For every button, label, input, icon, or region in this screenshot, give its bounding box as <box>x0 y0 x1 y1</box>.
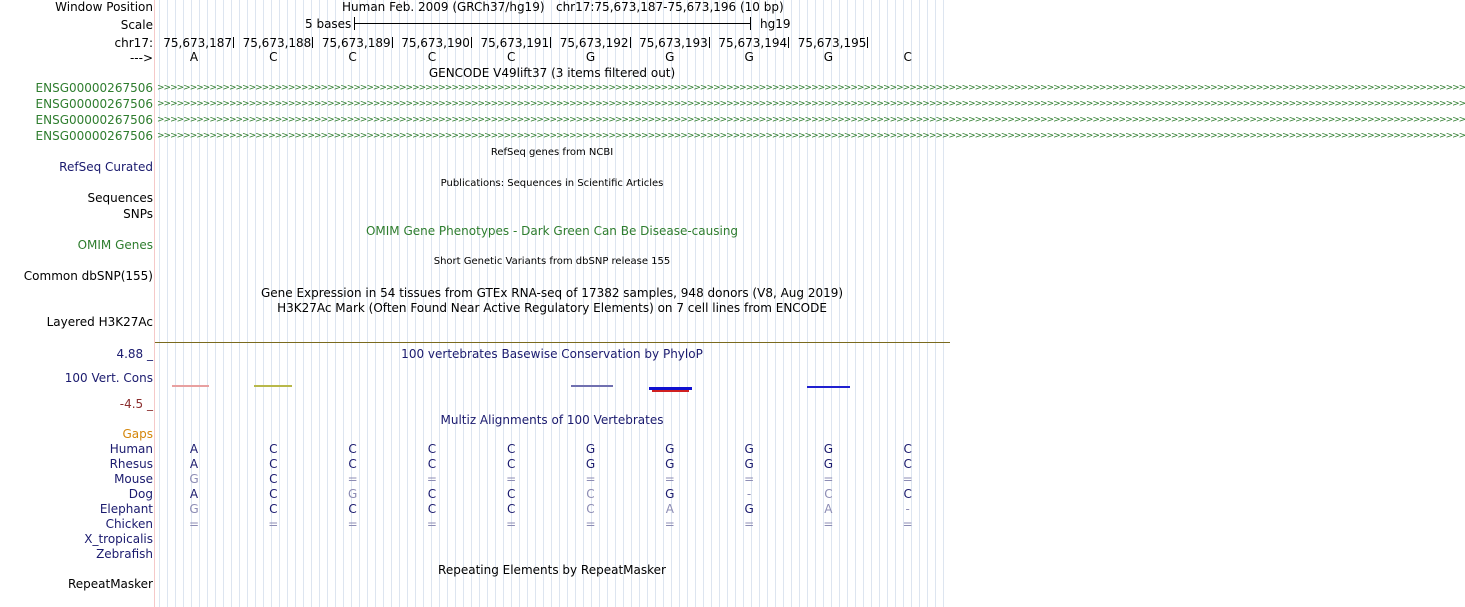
refseq-track-title: RefSeq genes from NCBI <box>490 147 614 158</box>
alignment-base-mouse: = <box>426 472 437 486</box>
alignment-base-chicken: = <box>506 517 517 531</box>
label-sequences[interactable]: Sequences <box>87 191 153 205</box>
coordinate-label: 75,673,190 <box>401 36 470 50</box>
alignment-base-human: C <box>348 442 357 456</box>
alignment-base-mouse: = <box>902 472 913 486</box>
alignment-base-human: G <box>665 442 675 456</box>
alignment-base-human: C <box>903 442 912 456</box>
alignment-base-dog: C <box>903 487 912 501</box>
label-species-mouse[interactable]: Mouse <box>114 472 153 486</box>
alignment-base-elephant: C <box>506 502 516 516</box>
alignment-base-mouse: = <box>664 472 675 486</box>
alignment-base-mouse: = <box>585 472 596 486</box>
cons-bar-3 <box>571 385 613 387</box>
alignment-base-chicken: = <box>823 517 834 531</box>
coordinate-label: 75,673,188 <box>242 36 312 50</box>
alignment-base-elephant: A <box>824 502 833 516</box>
label-dbsnp[interactable]: Common dbSNP(155) <box>23 269 153 283</box>
alignment-base-elephant: C <box>586 502 595 516</box>
alignment-base-chicken: = <box>188 517 200 531</box>
alignment-base-elephant: C <box>427 502 437 516</box>
alignment-base-human: G <box>585 442 596 456</box>
alignment-base-chicken: = <box>744 517 755 531</box>
cons-bar-5 <box>807 386 850 388</box>
cons-bar-1 <box>172 385 209 387</box>
reference-base: C <box>348 50 357 64</box>
gencode-label-1[interactable]: ENSG00000267506 <box>35 81 153 95</box>
gencode-transcript-3[interactable]: >>>>>>>>>>>>>>>>>>>>>>>>>>>>>>>>>>>>>>>>>>>>>>>>>>>>>>>>>>>>>>>>>>>>>>>>>>>>>>>>>>>>>>>>>>>>>>>>>>>>>>>>>>>>>>>>>>>>>>>>>>>>>>>>>>>>>>>>>>>>>>>>>>>>>>>>>>>>>>>>>>>>>>>>>>>>>>>>>>>>>>>>>>>>>>>>>>>>>>>> <box>157 115 1465 125</box>
alignment-base-rhesus: G <box>744 457 754 471</box>
alignment-base-human: G <box>744 442 754 456</box>
label-h3k27ac[interactable]: Layered H3K27Ac <box>46 315 153 329</box>
alignment-base-human: C <box>269 442 278 456</box>
alignment-base-rhesus: C <box>348 457 357 471</box>
dbsnp-track-title: Short Genetic Variants from dbSNP release 155 <box>433 256 671 267</box>
alignment-base-dog: C <box>586 487 595 501</box>
cons-bar-2 <box>254 385 292 387</box>
coordinate-label: 75,673,191 <box>480 36 550 50</box>
alignment-base-rhesus: A <box>189 457 199 471</box>
coordinate-tick <box>471 37 472 48</box>
alignment-base-dog: C <box>506 487 516 501</box>
h3k27ac-baseline <box>155 342 950 343</box>
alignment-base-rhesus: G <box>585 457 596 471</box>
coordinate-tick <box>867 37 868 48</box>
cons-min-label: -4.5 _ <box>119 397 153 411</box>
alignment-base-dog: G <box>665 487 675 501</box>
label-refseq[interactable]: RefSeq Curated <box>59 160 153 174</box>
alignment-base-mouse: = <box>823 472 834 486</box>
alignment-base-chicken: = <box>347 517 358 531</box>
alignment-base-dog: - <box>746 487 752 501</box>
alignment-base-elephant: G <box>744 502 754 516</box>
alignment-base-mouse: = <box>744 472 755 486</box>
coordinate-tick <box>392 37 393 48</box>
alignment-base-rhesus: G <box>823 457 834 471</box>
alignment-base-mouse: = <box>347 472 358 486</box>
alignment-base-rhesus: C <box>903 457 912 471</box>
coordinate-tick <box>630 37 631 48</box>
multiz-track-title: Multiz Alignments of 100 Vertebrates <box>440 413 664 427</box>
reference-base: G <box>744 50 754 64</box>
coordinate-label: 75,673,187 <box>163 36 232 50</box>
scale-db-label: hg19 <box>760 17 791 31</box>
gencode-transcript-2[interactable]: >>>>>>>>>>>>>>>>>>>>>>>>>>>>>>>>>>>>>>>>>>>>>>>>>>>>>>>>>>>>>>>>>>>>>>>>>>>>>>>>>>>>>>>>>>>>>>>>>>>>>>>>>>>>>>>>>>>>>>>>>>>>>>>>>>>>>>>>>>>>>>>>>>>>>>>>>>>>>>>>>>>>>>>>>>>>>>>>>>>>>>>>>>>>>>>>>>>>>>>> <box>157 99 1465 109</box>
gencode-transcript-4[interactable]: >>>>>>>>>>>>>>>>>>>>>>>>>>>>>>>>>>>>>>>>>>>>>>>>>>>>>>>>>>>>>>>>>>>>>>>>>>>>>>>>>>>>>>>>>>>>>>>>>>>>>>>>>>>>>>>>>>>>>>>>>>>>>>>>>>>>>>>>>>>>>>>>>>>>>>>>>>>>>>>>>>>>>>>>>>>>>>>>>>>>>>>>>>>>>>>>>>>>>>>> <box>157 131 1465 141</box>
coordinate-label: 75,673,193 <box>639 36 708 50</box>
coordinate-label: 75,673,189 <box>321 36 391 50</box>
label-species-chicken[interactable]: Chicken <box>105 517 153 531</box>
coordinate-label: 75,673,194 <box>718 36 788 50</box>
assembly-title <box>342 0 784 14</box>
label-species-rhesus[interactable]: Rhesus <box>109 457 153 471</box>
gtex-track-title: Gene Expression in 54 tissues from GTEx RNA-seq of 17382 samples, 948 donors (V8, Aug 2019) <box>260 286 844 300</box>
alignment-base-elephant: G <box>189 502 199 516</box>
alignment-base-human: C <box>427 442 437 456</box>
alignment-base-human: G <box>823 442 834 456</box>
assembly-name: Human Feb. 2009 (GRCh37/hg19) <box>342 0 545 14</box>
alignment-base-human: A <box>189 442 199 456</box>
label-species-dog[interactable]: Dog <box>128 487 153 501</box>
phylop-track-title: 100 vertebrates Basewise Conservation by PhyloP <box>401 347 703 361</box>
coordinate-tick <box>233 37 234 48</box>
scale-bar-left-end <box>354 17 355 30</box>
alignment-base-dog: G <box>347 487 358 501</box>
gencode-label-3[interactable]: ENSG00000267506 <box>35 113 153 127</box>
label-species-human[interactable]: Human <box>109 442 153 456</box>
position-range: chr17:75,673,187-75,673,196 (10 bp) <box>555 0 784 14</box>
alignment-base-mouse: C <box>269 472 278 486</box>
alignment-base-chicken: = <box>664 517 675 531</box>
label-scale: Scale <box>120 18 153 32</box>
label-chr: chr17: <box>114 36 153 50</box>
alignment-base-rhesus: C <box>269 457 278 471</box>
alignment-base-chicken: = <box>902 517 913 531</box>
alignment-base-human: C <box>506 442 516 456</box>
coordinate-tick <box>312 37 313 48</box>
gencode-label-2[interactable]: ENSG00000267506 <box>35 97 153 111</box>
alignment-base-mouse: G <box>189 472 199 486</box>
label-cons[interactable]: 100 Vert. Cons <box>64 371 153 385</box>
alignment-base-elephant: C <box>348 502 357 516</box>
label-window-position: Window Position <box>55 0 153 14</box>
label-snps[interactable]: SNPs <box>123 207 153 221</box>
label-gaps[interactable]: Gaps <box>122 427 153 441</box>
alignment-base-dog: C <box>824 487 833 501</box>
label-strand: ---> <box>129 51 153 65</box>
alignment-base-rhesus: C <box>506 457 516 471</box>
publications-track-title: Publications: Sequences in Scientific Articles <box>440 178 664 189</box>
reference-base: C <box>506 50 516 64</box>
alignment-base-rhesus: C <box>427 457 437 471</box>
coordinate-tick <box>550 37 551 48</box>
reference-base: G <box>823 50 834 64</box>
coordinate-tick <box>709 37 710 48</box>
label-repeatmasker[interactable]: RepeatMasker <box>67 577 153 591</box>
reference-base: C <box>427 50 437 64</box>
alignment-base-chicken: = <box>426 517 437 531</box>
cons-max-label: 4.88 _ <box>116 347 153 361</box>
label-species-zebrafish[interactable]: Zebrafish <box>96 547 153 561</box>
alignment-base-dog: C <box>269 487 278 501</box>
label-omim[interactable]: OMIM Genes <box>77 238 153 252</box>
alignment-base-chicken: = <box>268 517 279 531</box>
coordinate-label: 75,673,195 <box>797 36 867 50</box>
repeatmasker-track-title: Repeating Elements by RepeatMasker <box>438 563 666 577</box>
alignment-base-elephant: A <box>665 502 674 516</box>
h3k27ac-track-title: H3K27Ac Mark (Often Found Near Active Regulatory Elements) on 7 cell lines from ENCODE <box>277 301 827 315</box>
coordinate-label: 75,673,192 <box>559 36 629 50</box>
gencode-track-title: GENCODE V49lift37 (3 items filtered out) <box>428 66 676 80</box>
reference-base: A <box>189 50 199 64</box>
reference-base: G <box>665 50 675 64</box>
omim-track-title: OMIM Gene Phenotypes - Dark Green Can Be Disease-causing <box>365 224 739 238</box>
alignment-base-dog: C <box>427 487 437 501</box>
gencode-transcript-1[interactable]: >>>>>>>>>>>>>>>>>>>>>>>>>>>>>>>>>>>>>>>>>>>>>>>>>>>>>>>>>>>>>>>>>>>>>>>>>>>>>>>>>>>>>>>>>>>>>>>>>>>>>>>>>>>>>>>>>>>>>>>>>>>>>>>>>>>>>>>>>>>>>>>>>>>>>>>>>>>>>>>>>>>>>>>>>>>>>>>>>>>>>>>>>>>>>>>>>>>>>>>> <box>157 83 1465 93</box>
scale-bar-line <box>354 23 751 24</box>
alignment-base-rhesus: G <box>665 457 675 471</box>
alignment-base-chicken: = <box>585 517 596 531</box>
reference-base: C <box>903 50 912 64</box>
scale-bar-text: 5 bases <box>305 17 352 31</box>
coordinate-tick <box>788 37 789 48</box>
alignment-base-dog: A <box>189 487 199 501</box>
alignment-base-elephant: - <box>905 502 910 516</box>
cons-bar-4-red <box>652 390 689 392</box>
scale-bar-right-end <box>750 17 751 30</box>
alignment-base-mouse: = <box>506 472 517 486</box>
reference-base: G <box>585 50 596 64</box>
reference-base: C <box>269 50 278 64</box>
gencode-label-4[interactable]: ENSG00000267506 <box>35 129 153 143</box>
label-species-elephant[interactable]: Elephant <box>99 502 153 516</box>
alignment-base-elephant: C <box>269 502 278 516</box>
label-species-x-tropicalis[interactable]: X_tropicalis <box>84 532 153 546</box>
